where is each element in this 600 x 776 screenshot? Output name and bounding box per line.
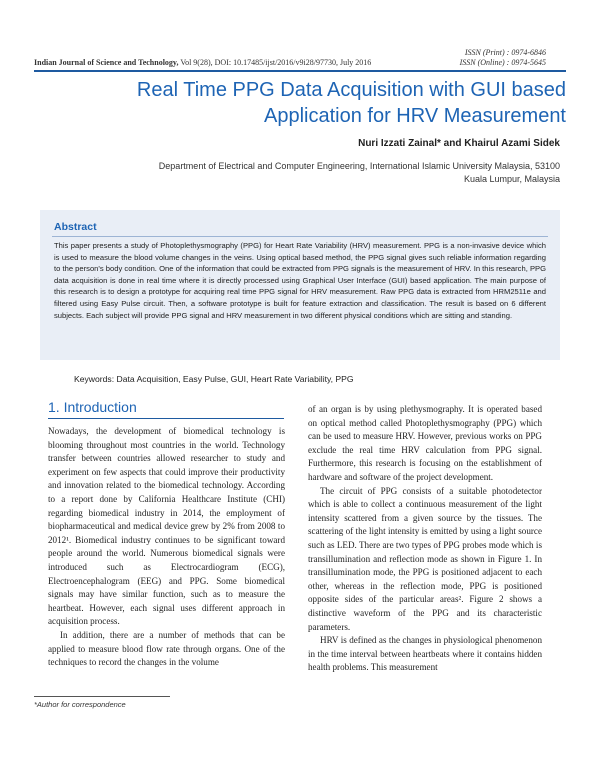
journal-name: Indian Journal of Science and Technology, (34, 58, 179, 67)
paragraph: of an organ is by using plethysmography. It is operated based on optical method called Photoplethysmography (PPG) which can be used to measure HRV. However, previous works on PPG exclude the real time HRV calculation from PPG signal. Furthermore, this research is focusing on the establishment of hardware and software of the project development. (308, 404, 542, 482)
issn-online: ISSN (Online) : 0974-5645 (459, 58, 546, 67)
affiliation-line-2: Kuala Lumpur, Malaysia (463, 174, 560, 184)
journal-citation (34, 58, 371, 68)
section-rule (48, 418, 284, 419)
abstract-text: This paper presents a study of Photoplethysmography (PPG) for Heart Rate Variability (HRV) measurement. PPG is a non-invasive device which is used to measure the blood volume changes in the veins. Using optical based method, the PPG signal gives such reliable information regarding to the person's body condition. One of the information that could be extracted from PPG signals is the measurement of HRV. In this research, PPG data acquisition is done in real time where it is directly processed using Graphical User Interface (GUI) based application. The main purpose of this research is to design a prototype for acquiring real time PPG signal for HRV measurement. Raw PPG data is extracted from HRM2511e and filtered using Easy Pulse circuit. Then, a software prototype is built for feature extraction and classification. The result is based on 6 different subjects. Each subject will provide PPG signal and HRV measurement in two different physical conditions which are sitting and standing. (54, 241, 546, 320)
paragraph: HRV is defined as the changes in physiological phenomenon in the time interval between heartbeats where it contains hidden health problems. This measurement (308, 635, 542, 673)
abstract-divider (52, 236, 548, 237)
section-title-introduction: 1. Introduction (48, 399, 137, 415)
authors: Nuri Izzati Zainal* and Khairul Azami Sidek (358, 138, 560, 149)
affiliation (80, 160, 560, 186)
paragraph: In addition, there are a number of methods that can be applied to measure blood flow rate through organs. One of the techniques to record the changes in the volume (48, 629, 285, 668)
header-rule (34, 70, 566, 72)
footnote-rule (34, 696, 170, 697)
paper-title-line-2: Application for HRV Measurement (264, 105, 566, 127)
footnote: *Author for correspondence (34, 700, 126, 709)
journal-details: Vol 9(28), DOI: 10.17485/ijst/2016/v9i28/97730, July 2016 (178, 58, 372, 67)
issn-block (460, 48, 546, 68)
body-column-right (308, 403, 542, 675)
body-column-left (48, 425, 285, 670)
paper-title (40, 77, 566, 129)
affiliation-line-1: Department of Electrical and Computer Engineering, International Islamic University Malaysia, 53100 (158, 161, 560, 171)
abstract-heading: Abstract (54, 221, 97, 233)
paragraph: The circuit of PPG consists of a suitable photodetector which is able to collect a continuous measurement of the light intensity scattered from a given source by the tissues. The scattering of the light intensity is emitted by using a light source such as LED. There are two types of PPG probes mode which is transillumination and reflection mode as shown in Figure 1. In transillumination mode, the PPG is positioned adjacent to each other, whereas in the reflection mode, PPG is positioned opposite sides of the particular areas². Figure 2 shows a distinctive waveform of the PPG and its characteristic parameters. (308, 485, 542, 632)
issn-print: ISSN (Print) : 0974-6846 (464, 48, 546, 57)
paper-title-line-1: Real Time PPG Data Acquisition with GUI based (136, 79, 566, 101)
keywords: Keywords: Data Acquisition, Easy Pulse, GUI, Heart Rate Variability, PPG (74, 374, 354, 384)
paragraph: Nowadays, the development of biomedical technology is blooming throughout most countries in the world. Technology transfer between countries allowed researcher to study and experiment on few aspects that could improve their productivity and innovation related to the biomedical technology. According to a report done by California Healthcare Institute (CHI) regarding biomedical industry in 2014, the employment of biopharmaceutical and medical device grew by 2% from 2008 to 2012¹. Biomedical industry continues to be significant toward people around the world. Numerous biomedical signals were introduced such as Electrocardiogram (ECG), Electroencephalogram (EEG) and PPG. Some biomedical signals may have similar function, such as to measure the heartbeat. However, each signal uses different approach in acquisition process. (48, 426, 285, 627)
